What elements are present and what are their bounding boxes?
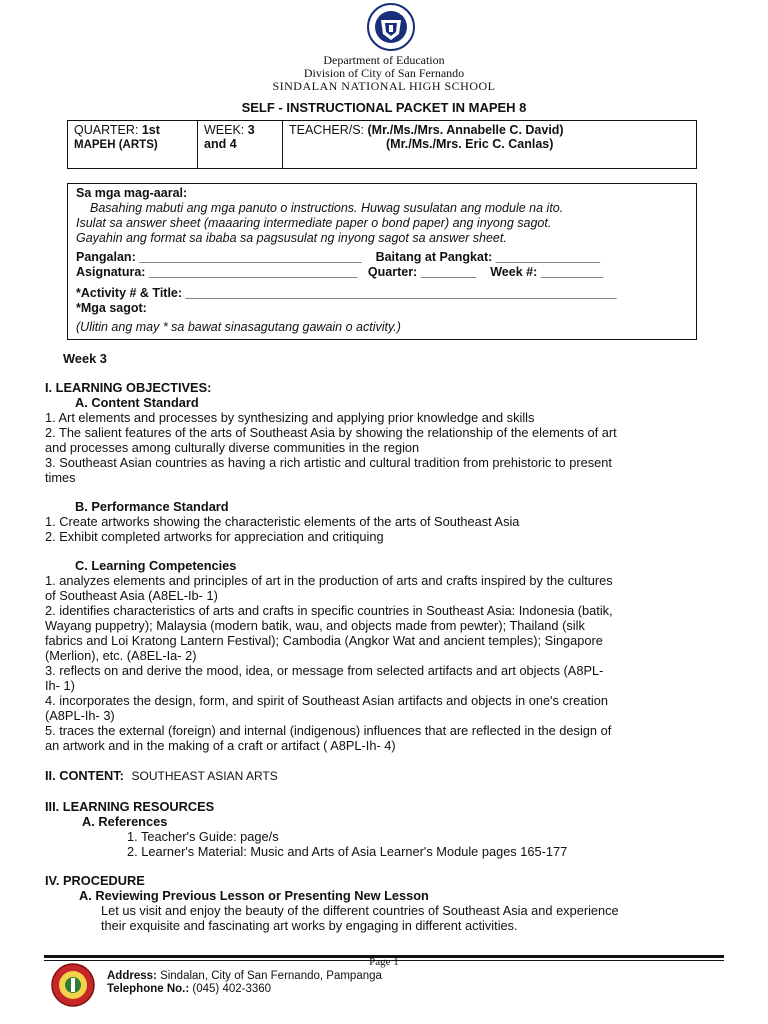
activity-title-field: *Activity # & Title: ______________________________________________________________: [76, 286, 617, 300]
procedure-text-1: Let us visit and enjoy the beauty of the different countries of Southeast Asia and experience: [101, 903, 619, 918]
lc-item-2a: 2. identifies characteristics of arts and crafts in specific countries in Southeast Asia: Indonesia (batik,: [45, 603, 613, 618]
instruction-line-2: Isulat sa answer sheet (maaaring intermediate paper o bond paper) ang inyong sagot.: [76, 216, 552, 230]
answers-label: *Mga sagot:: [76, 301, 147, 315]
lc-item-1a: 1. analyzes elements and principles of art in the production of arts and crafts inspired by the cultures: [45, 573, 613, 588]
teacher-cell: [283, 121, 696, 168]
repeat-note: (Ulitin ang may * sa bawat sinasagutang gawain o activity.): [76, 320, 401, 334]
lc-item-5b: an artwork and in the making of a craft or artifact ( A8PL-Ih- 4): [45, 738, 396, 753]
address-value: Sindalan, City of San Fernando, Pampanga: [160, 970, 382, 982]
address-line: [107, 970, 382, 983]
quarter-value: 1st: [141, 123, 160, 137]
lc-item-4a: 4. incorporates the design, form, and spirit of Southeast Asian artifacts and objects in one's creation: [45, 693, 608, 708]
procedure-a-heading: A. Reviewing Previous Lesson or Presenting New Lesson: [79, 888, 429, 903]
page-number: Page 1: [369, 956, 399, 968]
content-standard-heading: A. Content Standard: [75, 395, 199, 410]
teacher-1: (Mr./Ms./Mrs. Annabelle C. David): [367, 123, 564, 137]
competencies-heading: C. Learning Competencies: [75, 558, 237, 573]
learner-heading: Sa mga mag-aaral:: [76, 186, 188, 200]
subject-row: [76, 265, 688, 280]
performance-standard-heading: B. Performance Standard: [75, 499, 229, 514]
procedure-text-2: their exquisite and fascinating art works by engaging in different activities.: [101, 918, 518, 933]
cs-item-2a: 2. The salient features of the arts of Southeast Asia by showing the relationship of the elements of art: [45, 425, 617, 440]
lc-item-2d: (Merlion), etc. (A8EL-Ia- 2): [45, 648, 197, 663]
telephone-label: Telephone No.:: [107, 983, 190, 995]
baitang-field: Baitang at Pangkat: _______________: [375, 250, 601, 264]
lc-item-2c: fabrics and Loi Kratong Lantern Festival); Cambodia (Angkor Wat and ancient temples); Singapore: [45, 633, 603, 648]
week-label: WEEK:: [204, 123, 245, 137]
cs-item-3b: times: [45, 470, 76, 485]
lc-item-4b: (A8PL-Ih- 3): [45, 708, 115, 723]
quarter-label: QUARTER:: [74, 123, 139, 137]
lc-item-5a: 5. traces the external (foreign) and internal (indigenous) influences that are reflected in the design of: [45, 723, 612, 738]
week-value: 3: [247, 123, 255, 137]
deped-seal-logo: [366, 2, 416, 52]
telephone-line: [107, 983, 271, 996]
objectives-heading: I. LEARNING OBJECTIVES:: [45, 380, 212, 395]
week-value-2: and 4: [204, 137, 237, 151]
week-heading: Week 3: [63, 351, 107, 366]
address-label: Address:: [107, 970, 157, 982]
cs-item-2b: and processes among culturally diverse communities in the region: [45, 440, 420, 455]
cs-item-1: 1. Art elements and processes by synthesizing and applying prior knowledge and skills: [45, 410, 535, 425]
procedure-heading: IV. PROCEDURE: [45, 873, 145, 888]
asignatura-field: Asignatura: ______________________________: [76, 265, 358, 279]
reference-1: 1. Teacher's Guide: page/s: [127, 829, 279, 844]
document-body: [45, 351, 725, 933]
week-cell: [198, 121, 283, 168]
references-heading: A. References: [82, 814, 168, 829]
packet-title: SELF - INSTRUCTIONAL PACKET IN MAPEH 8: [241, 100, 527, 115]
ps-item-1: 1. Create artworks showing the characteristic elements of the arts of Southeast Asia: [45, 514, 520, 529]
name-row: [76, 250, 688, 265]
learner-instructions-box: [67, 183, 697, 340]
lc-item-1b: of Southeast Asia (A8EL-Ib- 1): [45, 588, 218, 603]
quarter-cell: [68, 121, 198, 168]
school-seal-logo: [50, 962, 96, 1008]
lc-item-2b: Wayang puppetry); Malaysia (modern batik, wau, and objects made from pewter); Thailand (silk: [45, 618, 585, 633]
week-field: Week #: _________: [490, 265, 604, 279]
instruction-line-3: Gayahin ang format sa ibaba sa pagsusulat ng inyong sagot sa answer sheet.: [76, 231, 507, 245]
teacher-label: TEACHER/S:: [289, 123, 365, 137]
teacher-2: (Mr./Ms./Mrs. Eric C. Canlas): [386, 137, 554, 151]
lc-item-3a: 3. reflects on and derive the mood, idea, or message from selected artifacts and art objects (A8PL-: [45, 663, 604, 678]
content-value: SOUTHEAST ASIAN ARTS: [131, 769, 278, 783]
lc-item-3b: Ih- 1): [45, 678, 75, 693]
content-row: [45, 768, 725, 784]
telephone-value: (045) 402-3360: [192, 983, 272, 995]
content-heading: II. CONTENT:: [45, 768, 124, 783]
ps-item-2: 2. Exhibit completed artworks for appreciation and critiquing: [45, 529, 384, 544]
department-name: Department of Education: [323, 53, 445, 67]
resources-heading: III. LEARNING RESOURCES: [45, 799, 215, 814]
quarter-field: Quarter: ________: [367, 265, 477, 279]
school-name: SINDALAN NATIONAL HIGH SCHOOL: [272, 79, 496, 93]
pangalan-field: Pangalan: ________________________________: [76, 250, 362, 264]
info-table: [67, 120, 697, 169]
cs-item-3a: 3. Southeast Asian countries as having a rich artistic and cultural tradition from prehistoric to present: [45, 455, 612, 470]
reference-2: 2. Learner's Material: Music and Arts of Asia Learner's Module pages 165-177: [127, 844, 568, 859]
division-name: Division of City of San Fernando: [303, 66, 465, 80]
subject-label: MAPEH (ARTS): [74, 139, 158, 151]
instruction-line-1: Basahing mabuti ang mga panuto o instructions. Huwag susulatan ang module na ito.: [90, 201, 564, 215]
